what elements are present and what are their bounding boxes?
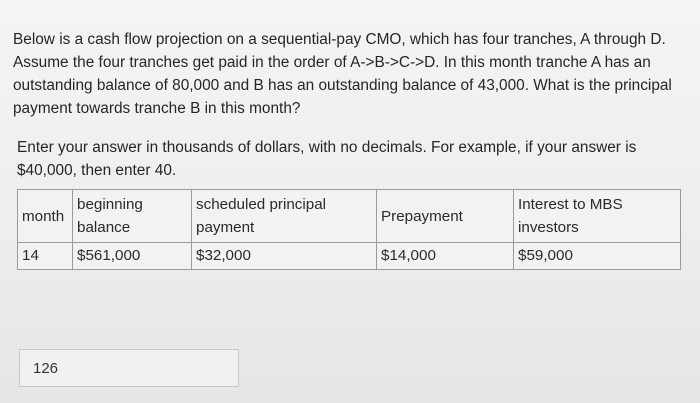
- header-beginning-balance: beginning balance: [73, 190, 192, 243]
- answer-input[interactable]: [19, 349, 239, 387]
- answer-instruction: Enter your answer in thousands of dollars, with no decimals. For example, if your answer is $40,000, then enter 40.: [17, 139, 637, 179]
- cash-flow-table: [17, 189, 681, 270]
- cell-prepayment: $14,000: [377, 243, 514, 270]
- header-scheduled-principal: scheduled principal payment: [192, 190, 377, 243]
- cell-interest: $59,000: [514, 243, 681, 270]
- cell-beginning-balance: $561,000: [73, 243, 192, 270]
- cell-scheduled-principal: $32,000: [192, 243, 377, 270]
- cell-month: 14: [18, 243, 73, 270]
- header-month: month: [18, 190, 73, 243]
- question-text: Below is a cash flow projection on a sequential-pay CMO, which has four tranches, A through D. Assume the four tranches get paid in the order of A->B->C->D. In this month tranche A has an outstanding balance of 80,000 and B has an outstanding balance of 43,000. What is the principal payment towards tranche B in this month?: [13, 31, 672, 117]
- header-prepayment: Prepayment: [377, 190, 514, 243]
- header-interest: Interest to MBS investors: [514, 190, 681, 243]
- table-row: [18, 243, 681, 270]
- table-header-row: [18, 190, 681, 243]
